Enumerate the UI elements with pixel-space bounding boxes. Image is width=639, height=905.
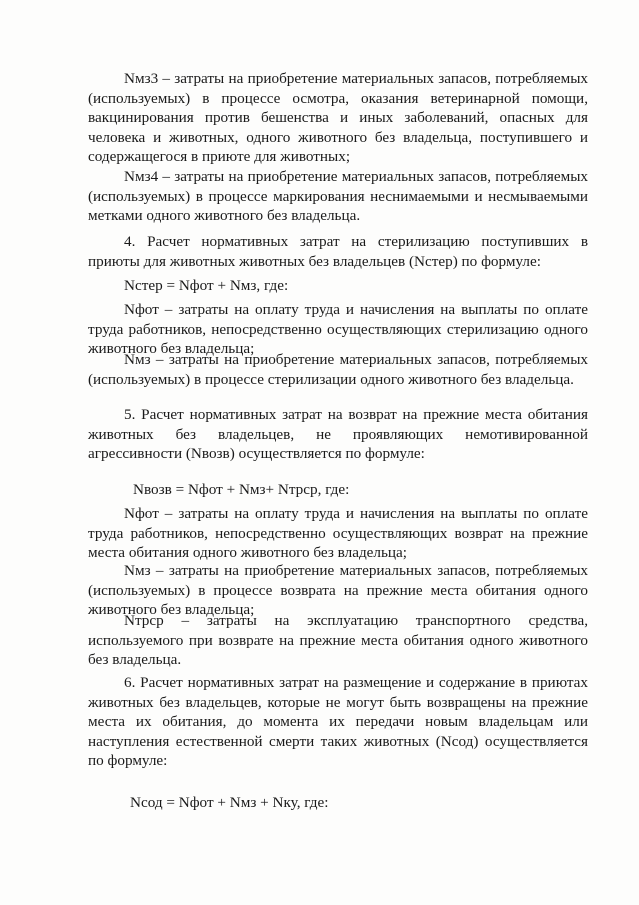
paragraph-nmz3 <box>88 69 588 167</box>
paragraph-text: Nмз3 – затраты на приобретение материальных запасов, потребляемых (используемых) в процессе осмотра, оказания ветеринарной помощи, вакцинирования против бешенства и иных заболеваний, опасных для человека и животных, одного животного без владельца, поступившего и содержащегося в приюте для животных; <box>88 70 588 166</box>
paragraph-text: 6. Расчет нормативных затрат на размещение и содержание в приютах животных без владельцев, которые не могут быть возвращены на прежние места их обитания, до момента их передачи новым владельцам или наступления естественной смерти таких животных (Nсод) осуществляется по формуле: <box>88 674 588 770</box>
paragraph-text: Nфот – затраты на оплату труда и начисления на выплаты по оплате труда работников, непосредственно осуществляющих стерилизацию одного животного без владельца; <box>88 301 588 358</box>
paragraph-nfot-5 <box>88 504 588 563</box>
section-5-heading <box>88 405 588 464</box>
paragraph-text: 4. Расчет нормативных затрат на стерилизацию поступивших в приюты для животных животных без владельцев (Nстер) по формуле: <box>88 233 588 270</box>
paragraph-nmz-4 <box>88 350 588 389</box>
paragraph-text: Nтрср – затраты на эксплуатацию транспортного средства, используемого при возврате на прежние места обитания одного животного без владельца. <box>88 612 588 669</box>
paragraph-text: Nмз4 – затраты на приобретение материальных запасов, потребляемых (используемых) в процессе маркирования неснимаемыми и несмываемыми метками одного животного без владельца. <box>88 168 588 225</box>
section-4-heading <box>88 232 588 271</box>
paragraph-text: Nмз – затраты на приобретение материальных запасов, потребляемых (используемых) в процессе возврата на прежние места обитания одного животного без владельца; <box>88 562 588 619</box>
paragraph-nmz4 <box>88 167 588 226</box>
formula-nsod: Nсод = Nфот + Nмз + Nку, где: <box>130 794 329 811</box>
paragraph-text: 5. Расчет нормативных затрат на возврат на прежние места обитания животных без владельцев, не проявляющих немотивированной агрессивности (Nвозв) осуществляется по формуле: <box>88 406 588 463</box>
formula-nvozv: Nвозв = Nфот + Nмз+ Nтрср, где: <box>133 481 350 498</box>
paragraph-text: Nфот – затраты на оплату труда и начисления на выплаты по оплате труда работников, непосредственно осуществляющих возврат на прежние места обитания одного животного без владельца; <box>88 505 588 562</box>
formula-nster: Nстер = Nфот + Nмз, где: <box>124 277 289 294</box>
paragraph-ntrsr-5 <box>88 611 588 670</box>
section-6-heading <box>88 673 588 771</box>
paragraph-text: Nмз – затраты на приобретение материальных запасов, потребляемых (используемых) в процессе стерилизации одного животного без владельца. <box>88 351 588 388</box>
